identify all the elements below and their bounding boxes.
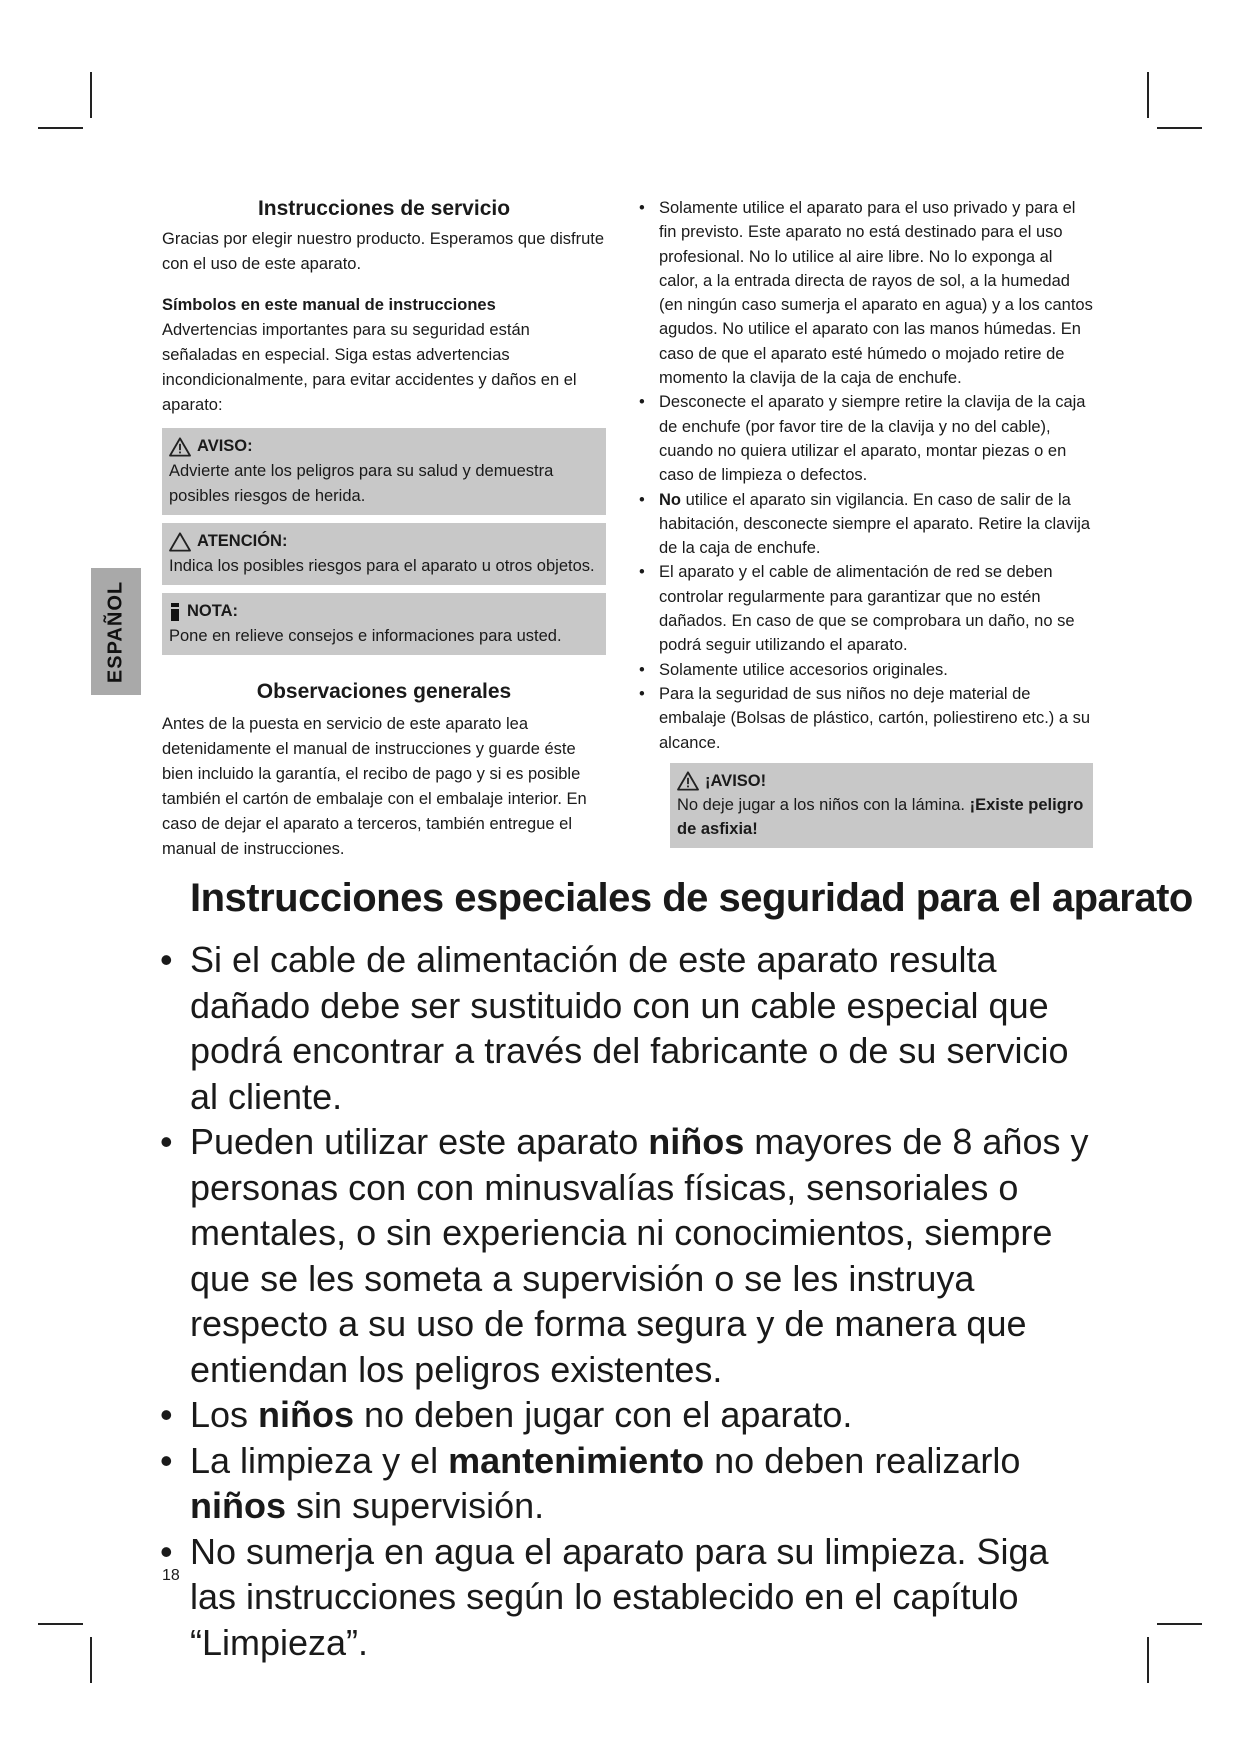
crop-mark	[1147, 72, 1149, 118]
warning-text-plain: No deje jugar a los niños con la lámina.	[677, 796, 970, 815]
special-safety-list	[150, 937, 1096, 1665]
right-column	[633, 196, 1093, 848]
atencion-box	[162, 523, 606, 585]
section-title-instructions: Instrucciones de servicio	[257, 197, 511, 220]
list-item-text: Los	[190, 1394, 259, 1435]
left-column	[162, 196, 606, 862]
list-item	[150, 1119, 1096, 1392]
crop-mark	[38, 1623, 83, 1625]
atencion-label: ATENCIÓN:	[197, 532, 288, 550]
warning-label: ¡AVISO!	[705, 771, 767, 790]
symbols-heading: Símbolos en este manual de instrucciones	[162, 296, 496, 314]
list-item	[150, 1392, 1096, 1438]
list-item: • No sumerja en agua el aparato para su limpieza. Siga las instrucciones según lo establecido en el capítulo “Limpieza”.	[150, 1529, 1096, 1666]
crop-mark	[90, 72, 92, 118]
language-tab	[91, 568, 141, 695]
crop-mark	[1157, 127, 1202, 129]
list-item-text: utilice el aparato sin vigilancia. En caso de salir de la habitación, desconecte siempre el aparato. Retire la clavija de la caja de enchufe.	[659, 490, 1091, 558]
aviso-label: AVISO:	[197, 437, 253, 455]
warning-triangle-icon	[677, 771, 699, 791]
list-item: • Solamente utilice el aparato para el uso privado y para el fin previsto. Este aparato no está destinado para el uso profesional. No lo utilice al aire libre. No lo exponga al calor, a la entrada directa de rayos de sol, a la humedad (en ningún caso sumerja el aparato en agua) y a los cantos agudos. No utilice el aparato con las manos húmedas. En caso de que el aparato esté húmedo o mojado retire de momento la clavija de la caja de enchufe.	[633, 196, 1093, 390]
list-item-text: sin supervisión.	[286, 1485, 545, 1526]
list-item-text: Pueden utilizar este aparato	[190, 1121, 649, 1162]
list-item: • Solamente utilice accesorios originales.	[633, 658, 1093, 682]
intro-text: Gracias por elegir nuestro producto. Esperamos que disfrute con el uso de este aparato.	[162, 230, 605, 273]
symbols-text: Advertencias importantes para su seguridad están señaladas en especial. Siga estas advertencias incondicionalmente, para evitar accidentes y daños en el aparato:	[162, 321, 577, 414]
list-item-text: La limpieza y el	[190, 1439, 449, 1481]
warning-text-bold: ¡Existe peligro de asfixia!	[677, 796, 1084, 839]
special-safety-title: Instrucciones especiales de seguridad para el aparato	[190, 876, 1193, 920]
bold-text: niños	[258, 1394, 355, 1435]
general-text: Antes de la puesta en servicio de este aparato lea detenidamente el manual de instrucciones y guarde éste bien incluido la garantía, el recibo de pago y si es posible también el cartón de embalaje con el embalaje interior. En caso de dejar el aparato a terceros, también entregue el manual de instrucciones.	[162, 715, 587, 858]
nota-text: Pone en relieve consejos e informaciones para usted.	[169, 627, 562, 645]
nota-box	[162, 593, 606, 655]
crop-mark	[38, 127, 83, 129]
bold-text: niños	[648, 1121, 745, 1162]
safety-list	[633, 196, 1093, 755]
suffocation-warning-box	[670, 763, 1093, 848]
list-item: • Desconecte el aparato y siempre retire la clavija de la caja de enchufe (por favor tire de la clavija y no del cable), cuando no quiera utilizar el aparato, montar piezas o en caso de limpieza o defectos.	[633, 390, 1093, 487]
list-item: • Para la seguridad de sus niños no deje material de embalaje (Bolsas de plástico, cartón, poliestireno etc.) a su alcance.	[633, 682, 1093, 755]
list-item: • Si el cable de alimentación de este aparato resulta dañado debe ser sustituido con un cable especial que podrá encontrar a través del fabricante o de su servicio al cliente.	[150, 937, 1096, 1119]
info-icon	[169, 602, 181, 622]
aviso-box	[162, 428, 606, 515]
atencion-text: Indica los posibles riesgos para el aparato u otros objetos.	[169, 557, 595, 575]
bold-text: No	[659, 490, 681, 509]
crop-mark	[1157, 1623, 1202, 1625]
caution-triangle-icon	[169, 532, 191, 552]
list-item: • El aparato y el cable de alimentación de red se deben controlar regularmente para garantizar que no estén dañados. En caso de que se comprobara un daño, no se podrá seguir utilizando el aparato.	[633, 560, 1093, 657]
list-item-text: no deben realizarlo	[704, 1439, 1021, 1481]
list-item-text: mayores de 8 años y personas con con minusvalías físicas, sensoriales o mentales, o sin experiencia ni conocimientos, siempre que se les someta a supervisión o se les instruya respecto a su uso de forma segura y de manera que entiendan los peligros existentes.	[190, 1121, 1089, 1390]
section-title-general: Observaciones generales	[256, 680, 512, 703]
warning-triangle-icon	[169, 437, 191, 457]
bold-text: mantenimiento	[448, 1439, 705, 1481]
list-item-text: no deben jugar con el aparato.	[354, 1394, 853, 1435]
bold-text: niños	[190, 1485, 286, 1526]
language-tab-label: ESPAÑOL	[104, 580, 127, 683]
page-number: 18	[162, 1567, 180, 1584]
list-item	[150, 1438, 1096, 1529]
nota-label: NOTA:	[187, 602, 239, 620]
crop-mark	[1147, 1637, 1149, 1683]
warning-text	[677, 793, 1085, 842]
crop-mark	[90, 1637, 92, 1683]
aviso-text: Advierte ante los peligros para su salud y demuestra posibles riesgos de herida.	[169, 462, 554, 505]
list-item	[633, 488, 1093, 561]
